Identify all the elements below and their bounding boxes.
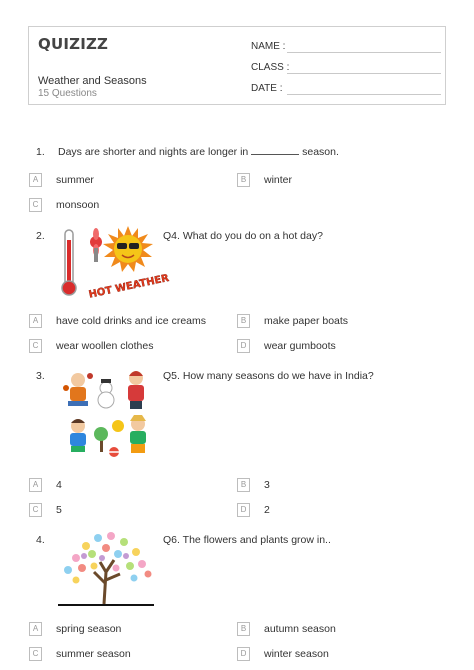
class-field[interactable] (251, 62, 441, 76)
option-text: 4 (56, 479, 62, 491)
option-letter-box: B (237, 478, 250, 492)
option-letter-box: B (237, 314, 250, 328)
option-letter-box: C (29, 647, 42, 661)
flowering-tree-image (56, 528, 156, 608)
option-text: spring season (56, 623, 122, 635)
option-letter-box: A (29, 478, 42, 492)
question-number: 2. (36, 230, 45, 242)
option-letter-box: A (29, 622, 42, 636)
option-text: winter (264, 174, 293, 186)
option-letter-box: B (237, 622, 250, 636)
question-text: Q5. How many seasons do we have in India? (163, 370, 374, 382)
option-text: monsoon (56, 199, 100, 211)
name-field[interactable] (251, 41, 441, 55)
option-letter-box: A (29, 173, 42, 187)
question-text-start: Days are shorter and nights are longer in (58, 146, 252, 158)
question-text (58, 146, 339, 158)
option-text: 2 (264, 504, 270, 516)
option-text: make paper boats (264, 315, 349, 327)
option-letter-box: C (29, 503, 42, 517)
option-letter-box: D (237, 339, 250, 353)
option-text: autumn season (264, 623, 336, 635)
question-text-end: season. (299, 146, 339, 158)
name-label: NAME : (251, 41, 286, 52)
option-text: summer (56, 174, 94, 186)
option-letter-box: B (237, 173, 250, 187)
class-label: CLASS : (251, 62, 290, 73)
four-seasons-image (60, 366, 156, 464)
option-letter-box: A (29, 314, 42, 328)
question-number: 4. (36, 534, 45, 546)
class-line[interactable] (287, 73, 441, 74)
hot-weather-word: HOT WEATHER (87, 272, 171, 301)
date-label: DATE : (251, 83, 283, 94)
option-text: wear gumboots (264, 340, 336, 352)
option-text: wear woollen clothes (56, 340, 154, 352)
answer-blank (251, 146, 299, 155)
option-letter-box: D (237, 647, 250, 661)
option-text: summer season (56, 648, 131, 660)
date-field[interactable] (251, 83, 441, 97)
question-number: 1. (36, 146, 45, 158)
worksheet-header (28, 26, 446, 105)
option-letter-box: D (237, 503, 250, 517)
worksheet-title: Weather and Seasons (38, 75, 147, 87)
option-text: winter season (264, 648, 329, 660)
option-text: 5 (56, 504, 62, 516)
question-count: 15 Questions (38, 88, 97, 99)
question-text: Q4. What do you do on a hot day? (163, 230, 323, 242)
hot-weather-image (56, 222, 171, 302)
question-text: Q6. The flowers and plants grow in.. (163, 534, 331, 546)
question-number: 3. (36, 370, 45, 382)
quizizz-logo: QUIZIZZ (38, 35, 109, 53)
date-line[interactable] (287, 94, 441, 95)
option-text: have cold drinks and ice creams (56, 315, 206, 327)
option-letter-box: C (29, 198, 42, 212)
option-text: 3 (264, 479, 270, 491)
option-letter-box: C (29, 339, 42, 353)
name-line[interactable] (287, 52, 441, 53)
